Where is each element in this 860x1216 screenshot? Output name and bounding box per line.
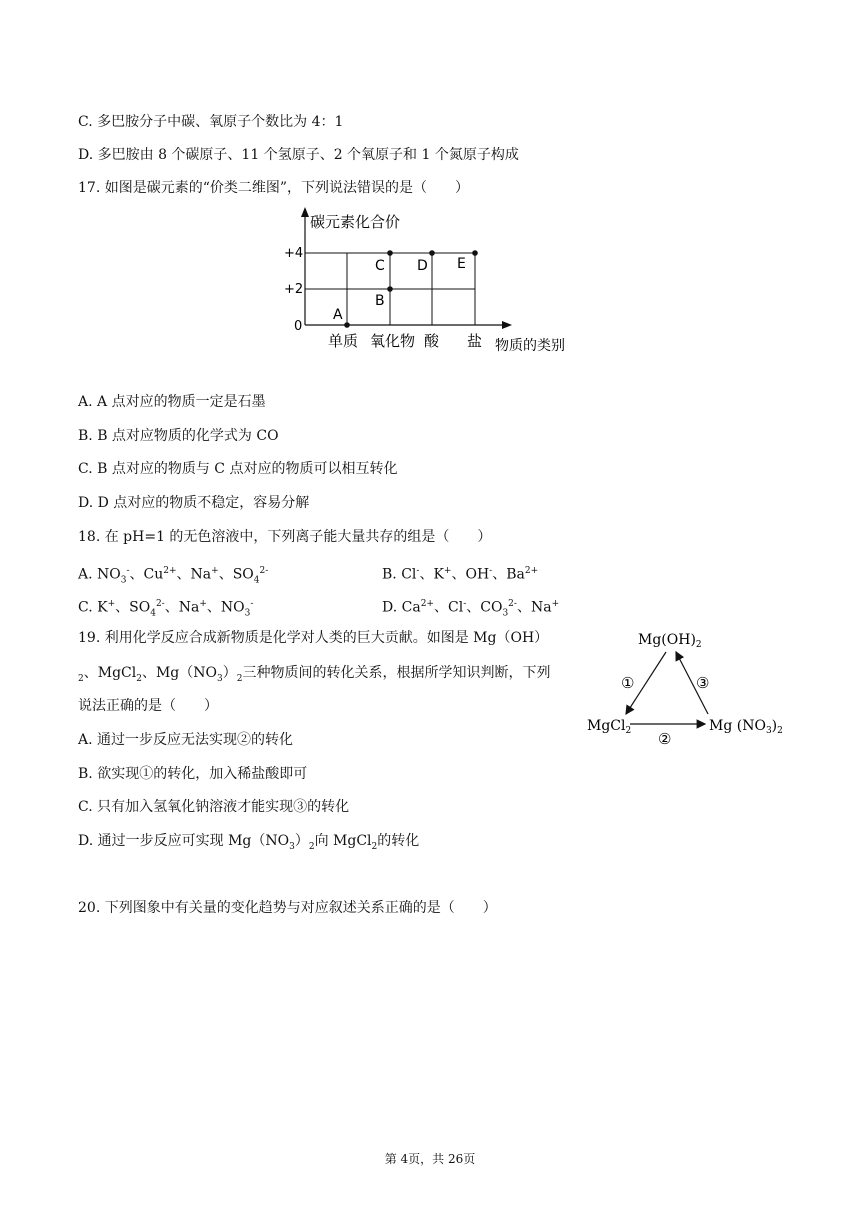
q18-option-c: C. K+、$SO_4^{2-}$、Na+、$NO_3^-$ bbox=[78, 599, 254, 619]
q16-option-c: C. 多巴胺分子中碳、氧原子个数比为 4：1 bbox=[78, 114, 344, 130]
point-a-label: A bbox=[333, 307, 343, 323]
point-a bbox=[344, 322, 350, 328]
point-b bbox=[387, 286, 393, 292]
q18-option-b: B. Cl-、K+、OH-、$Ba^{2+}$ bbox=[382, 566, 539, 583]
page-footer: 第 4页，共 26页 bbox=[384, 1152, 476, 1166]
arrow-1-label: ① bbox=[621, 674, 635, 692]
q17-option-b: B. B 点对应物质的化学式为 CO bbox=[78, 428, 279, 444]
node-mg-no3-2: Mg $(NO_3)_2$ bbox=[709, 718, 783, 736]
point-d-label: D bbox=[417, 258, 428, 274]
q17-stem: 17. 如图是碳元素的“价类二维图”，下列说法错误的是（ ） bbox=[78, 180, 470, 196]
magnesium-conversion-diagram bbox=[584, 622, 784, 747]
arrow-2-label: ② bbox=[658, 730, 672, 747]
x-cat-salt: 盐 bbox=[467, 332, 483, 350]
valence-category-chart bbox=[280, 205, 590, 355]
x-cat-oxide: 氧化物 bbox=[370, 332, 416, 350]
q17-option-d: D. D 点对应的物质不稳定，容易分解 bbox=[78, 495, 310, 511]
x-axis-title: 物质的类别 bbox=[495, 338, 565, 354]
y-tick-zero: 0 bbox=[294, 319, 303, 334]
q19-stem-line2: $_2$、MgCl$_2$、$Mg(NO_3)_2$三种物质间的转化关系，根据所学知识判断，下列 bbox=[78, 665, 551, 684]
arrow-3-label: ③ bbox=[696, 674, 710, 692]
node-mgcl2: MgCl$_2$ bbox=[587, 718, 632, 736]
q19-option-b: B. 欲实现①的转化，加入稀盐酸即可 bbox=[78, 766, 308, 782]
q18-option-a: A. $NO_3^-$、$Cu^{2+}$、Na+、$SO_4^{2-}$ bbox=[78, 566, 269, 586]
point-e bbox=[472, 250, 478, 256]
point-c bbox=[387, 250, 393, 256]
q20-stem: 20. 下列图象中有关量的变化趋势与对应叙述关系正确的是（ ） bbox=[78, 900, 497, 916]
x-cat-acid: 酸 bbox=[424, 332, 440, 350]
q17-option-c: C. B 点对应的物质与 C 点对应的物质可以相互转化 bbox=[78, 461, 398, 477]
q19-option-d: D. 通过一步反应可实现 $Mg(NO_3)_2$向 MgCl$_2$的转化 bbox=[78, 833, 420, 852]
node-mg-oh2: $Mg(OH)_2$ bbox=[638, 632, 702, 650]
q19-option-a: A. 通过一步反应无法实现②的转化 bbox=[78, 732, 294, 748]
y-tick-plus4: +4 bbox=[284, 246, 304, 261]
y-tick-plus2: +2 bbox=[284, 282, 304, 297]
q18-option-d: D. $Ca^{2+}$、Cl-、$CO_3^{2-}$、Na+ bbox=[382, 599, 560, 619]
q19-stem-line1: 19. 利用化学反应合成新物质是化学对人类的巨大贡献。如图是 Mg（OH） bbox=[78, 630, 549, 646]
point-d bbox=[429, 250, 435, 256]
q18-stem: 18. 在 pH=1 的无色溶液中，下列离子能大量共存的组是（ ） bbox=[78, 529, 492, 545]
q17-option-a: A. A 点对应的物质一定是石墨 bbox=[78, 394, 266, 410]
q19-option-c: C. 只有加入氢氧化钠溶液才能实现③的转化 bbox=[78, 799, 350, 815]
x-cat-simple-substance: 单质 bbox=[328, 332, 359, 350]
point-b-label: B bbox=[375, 293, 385, 309]
point-c-label: C bbox=[375, 258, 385, 274]
q19-stem-line3: 说法正确的是（ ） bbox=[78, 698, 218, 714]
q16-option-d: D. 多巴胺由 8 个碳原子、11 个氢原子、2 个氧原子和 1 个氮原子构成 bbox=[78, 147, 519, 163]
point-e-label: E bbox=[457, 256, 466, 272]
y-axis-title: 碳元素化合价 bbox=[310, 213, 401, 231]
